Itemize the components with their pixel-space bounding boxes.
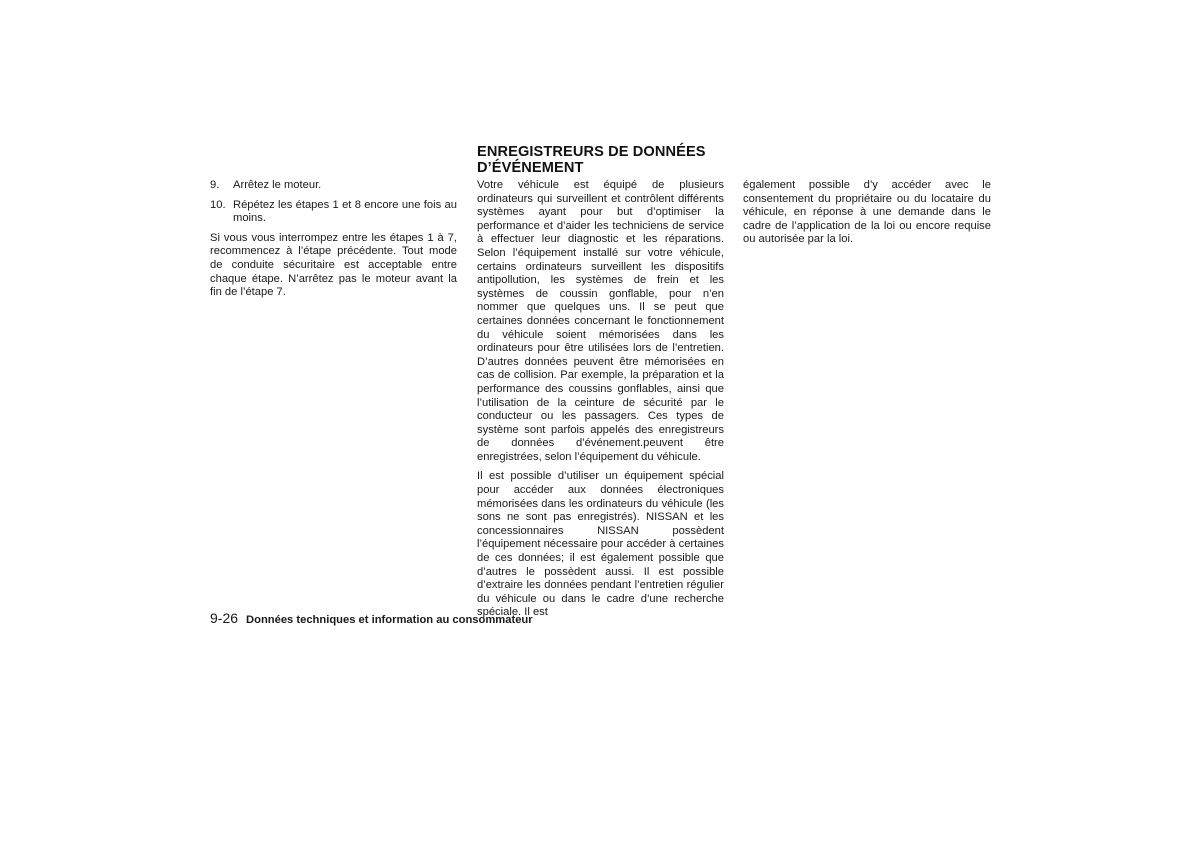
body-paragraph: Il est possible d’utiliser un équipement spécial pour accéder aux données électroniques mémorisées dans les ordinateurs du véhicule (les sons ne sont pas enregistrés). NISSAN et les concessionnaires NISSAN possèdent l’équipement nécessaire pour accéder à certaines de ces données; il est également possible que d’autres le possèdent aussi. Il est possible d’extraire les données pendant l’entretien régulier du véhicule ou dans le cadre d’une recherche spéciale. Il est bbox=[477, 470, 724, 619]
footer-title: Données techniques et information au consommateur bbox=[246, 614, 533, 626]
step-10 bbox=[210, 199, 457, 226]
interruption-paragraph: Si vous vous interrompez entre les étapes 1 à 7, recommencez à l’étape précédente. Tout mode de conduite sécuritaire est acceptable entre chaque étape. N’arrêtez pas le moteur avant la fin de l’étape 7. bbox=[210, 231, 457, 299]
right-column bbox=[743, 179, 991, 253]
page-footer bbox=[210, 610, 533, 626]
left-column bbox=[210, 179, 457, 306]
page-number: 9-26 bbox=[210, 610, 239, 626]
step-text: Répétez les étapes 1 et 8 encore une fois au moins. bbox=[233, 198, 457, 225]
body-paragraph: Votre véhicule est équipé de plusieurs ordinateurs qui surveillent et contrôlent différents systèmes ayant pour but d’optimiser la performance et d’aider les techniciens de service à effectuer leur diagnostic et les réparations. Selon l’équipement installé sur votre véhicule, certains ordinateurs surveillent les dispositifs antipollution, les systèmes de frein et les systèmes de coussin gonflable, pour n’en nommer que quelques uns. Il se peut que certaines données concernant le fonctionnement du véhicule soient mémorisées dans les ordinateurs pour être utilisées lors de l’entretien. D’autres données peuvent être mémorisées en cas de collision. Par exemple, la préparation et la performance des coussins gonflables, ainsi que l’utilisation de la ceinture de sécurité par le conducteur ou les passagers. Ces types de système sont parfois appelés des enregistreurs de données d’événement.peuvent être enregistrées, selon l’équipement du véhicule. bbox=[477, 179, 724, 463]
step-9 bbox=[210, 179, 457, 193]
middle-column bbox=[477, 179, 724, 626]
step-number: 10. bbox=[210, 198, 226, 211]
body-paragraph: également possible d’y accéder avec le consentement du propriétaire ou du locataire du véhicule, en réponse à une demande dans le cadre de l’application de la loi ou encore requise ou autorisée par la loi. bbox=[743, 179, 991, 246]
step-number: 9. bbox=[210, 179, 220, 191]
step-text: Arrêtez le moteur. bbox=[233, 179, 322, 191]
section-heading: ENREGISTREURS DE DONNÉES D’ÉVÉNEMENT bbox=[477, 144, 706, 176]
